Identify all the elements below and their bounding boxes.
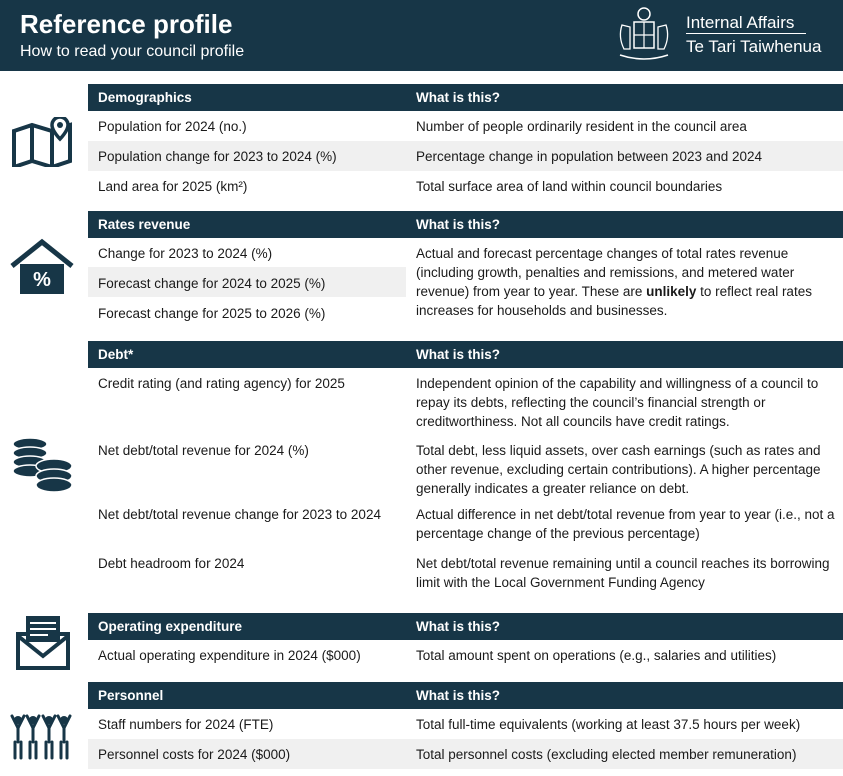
svg-text:%: % (33, 269, 51, 291)
row-label: Forecast change for 2024 to 2025 (%) (98, 276, 326, 291)
row-label: Net debt/total revenue for 2024 (%) (98, 443, 309, 458)
section-header (88, 613, 843, 640)
section-personnel (88, 682, 843, 769)
section-heading: Rates revenue (98, 217, 191, 232)
desc-emphasis: unlikely (646, 284, 697, 299)
table-row (88, 141, 843, 171)
org-divider (686, 33, 806, 34)
section-heading: Operating expenditure (98, 619, 243, 634)
section-debt (88, 341, 843, 597)
rates-rows (88, 238, 843, 328)
table-row (88, 551, 843, 597)
row-label: Debt headroom for 2024 (98, 556, 245, 571)
row-description: Percentage change in population between 2023 and 2024 (416, 149, 763, 164)
table-row (88, 739, 843, 769)
row-description (416, 244, 836, 320)
desc-text: Actual and forecast percentage changes of total rates revenue (including growth, penalties and remissions, and metered water revenue) from year to year. These are (416, 246, 795, 299)
section-rates-revenue (88, 211, 843, 328)
row-description: Number of people ordinarily resident in the council area (416, 119, 747, 134)
table-row (88, 111, 843, 141)
row-label: Net debt/total revenue change for 2023 to 2024 (98, 507, 381, 522)
column-heading: What is this? (416, 90, 500, 105)
row-label: Personnel costs for 2024 ($000) (98, 747, 291, 762)
table-row (88, 502, 843, 551)
row-description: Independent opinion of the capability and willingness of a council to repay its debts, reflecting the council’s financial strength or creditworthiness. Not all councils have credit ratings. (416, 376, 819, 429)
row-description: Total full-time equivalents (working at least 37.5 hours per week) (416, 717, 801, 732)
section-header (88, 84, 843, 111)
row-label: Forecast change for 2025 to 2026 (%) (98, 306, 326, 321)
row-description: Actual difference in net debt/total revenue from year to year (i.e., not a percentage change of the previous percentage) (416, 507, 835, 541)
row-description: Total personnel costs (excluding elected member remuneration) (416, 747, 797, 762)
map-pin-icon (12, 117, 74, 167)
org-name-maori: Te Tari Taiwhenua (686, 37, 822, 56)
section-heading: Demographics (98, 90, 192, 105)
row-label: Credit rating (and rating agency) for 2025 (98, 376, 345, 391)
section-header (88, 211, 843, 238)
row-description: Total amount spent on operations (e.g., salaries and utilities) (416, 648, 777, 663)
coins-icon (10, 436, 76, 492)
section-header (88, 341, 843, 368)
row-label: Land area for 2025 (km²) (98, 179, 248, 194)
table-row (88, 368, 843, 435)
section-operating-expenditure (88, 613, 843, 670)
house-percent-icon (10, 238, 74, 296)
column-heading: What is this? (416, 619, 500, 634)
envelope-document-icon (16, 614, 70, 670)
row-label: Staff numbers for 2024 (FTE) (98, 717, 274, 732)
people-group-icon (10, 712, 72, 760)
row-description: Total surface area of land within council boundaries (416, 179, 723, 194)
column-heading: What is this? (416, 688, 500, 703)
row-description: Total debt, less liquid assets, over cash earnings (such as rates and other revenue, excluding certain contributions). A higher percentage generally indicates a greater reliance on debt. (416, 443, 821, 496)
table-row (88, 640, 843, 670)
row-label: Population for 2024 (no.) (98, 119, 247, 134)
table-row (88, 435, 843, 502)
section-header (88, 682, 843, 709)
desc-text: to reflect real rates increases for households and businesses. (416, 284, 812, 318)
page-subtitle: How to read your council profile (20, 43, 245, 60)
section-heading: Personnel (98, 688, 164, 703)
column-heading: What is this? (416, 217, 500, 232)
row-label: Actual operating expenditure in 2024 ($000) (98, 648, 361, 663)
org-name-english: Internal Affairs (686, 13, 795, 32)
coat-of-arms-icon (614, 5, 674, 65)
section-demographics (88, 84, 843, 201)
table-row (88, 171, 843, 201)
row-label: Population change for 2023 to 2024 (%) (98, 149, 337, 164)
section-heading: Debt* (98, 347, 134, 362)
table-row (88, 709, 843, 739)
row-description: Net debt/total revenue remaining until a council reaches its borrowing limit with the Local Government Funding Agency (416, 556, 830, 590)
row-label: Change for 2023 to 2024 (%) (98, 246, 273, 261)
header-banner (0, 0, 843, 71)
column-heading: What is this? (416, 347, 500, 362)
page-title: Reference profile (20, 9, 233, 39)
